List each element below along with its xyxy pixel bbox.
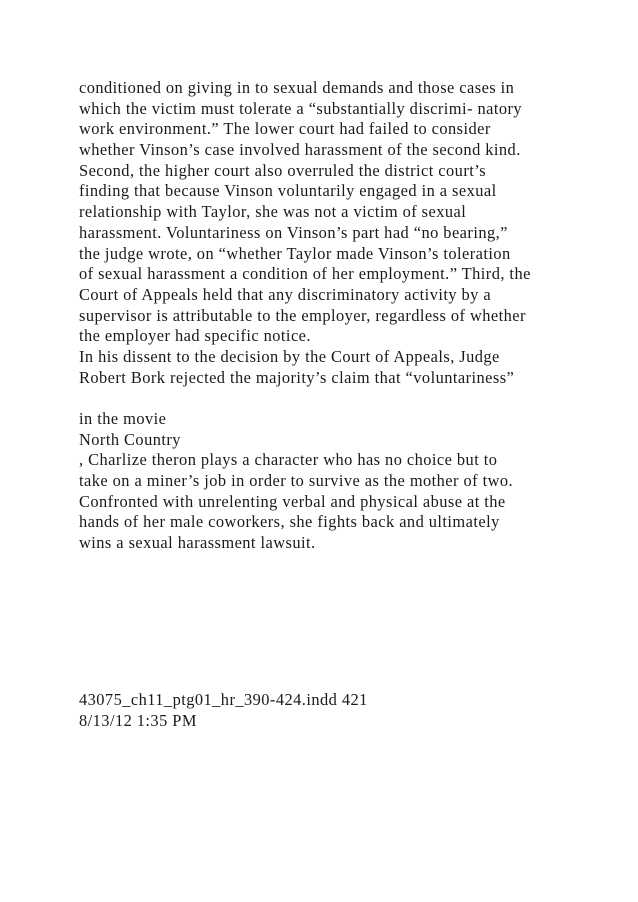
text-line: Court of Appeals held that any discriminatory activity by a [79,284,492,304]
text-line: Robert Bork rejected the majority’s claim that “voluntariness” [79,367,515,387]
sidebar-line: Confronted with unrelenting verbal and physical abuse at the [79,491,506,511]
text-line: Second, the higher court also overruled the district court’s [79,160,487,180]
footer-timestamp: 8/13/12 1:35 PM [79,710,197,730]
sidebar-line: , Charlize theron plays a character who has no choice but to [79,450,498,470]
blank-line [79,388,619,409]
sidebar-line: wins a sexual harassment lawsuit. [79,533,316,553]
text-line: conditioned on giving in to sexual demands and those cases in [79,78,515,97]
text-line: whether Vinson’s case involved harassment of the second kind. [79,140,521,160]
sidebar-line: take on a miner’s job in order to survive as the mother of two. [79,471,514,491]
footer-file-name: 43075_ch11_ptg01_hr_390-424.indd 421 [79,690,368,709]
body-text [79,78,619,554]
text-line: of sexual harassment a condition of her employment.” Third, the [79,264,531,284]
text-line: relationship with Taylor, she was not a victim of sexual [79,202,467,222]
text-line: the employer had specific notice. [79,326,311,346]
text-line: In his dissent to the decision by the Court of Appeals, Judge [79,346,500,366]
text-line: work environment.” The lower court had failed to consider [79,119,491,139]
sidebar-line: North Country [79,429,181,449]
sidebar-line: in the movie [79,409,167,428]
text-line: the judge wrote, on “whether Taylor made Vinson’s toleration [79,243,511,263]
sidebar-line: hands of her male coworkers, she fights back and ultimately [79,512,500,532]
text-line: finding that because Vinson voluntarily engaged in a sexual [79,181,497,201]
text-line: which the victim must tolerate a “substantially discrimi- natory [79,98,523,118]
text-line: supervisor is attributable to the employer, regardless of whether [79,305,526,325]
print-footer [79,690,619,731]
text-line: harassment. Voluntariness on Vinson’s part had “no bearing,” [79,222,508,242]
